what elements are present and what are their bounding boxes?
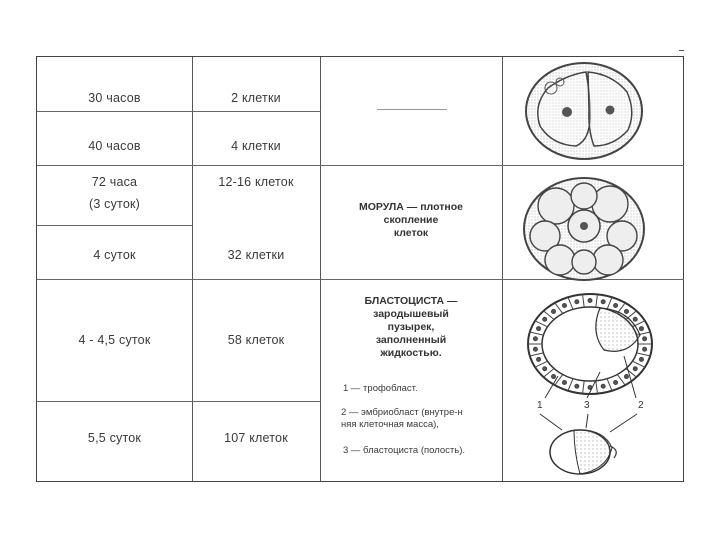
- blastocyst-line: БЛАСТОЦИСТА —: [364, 295, 458, 307]
- cell-nucleus: [533, 337, 537, 341]
- time-cell: 30 часов: [88, 91, 141, 105]
- cell-wall-divider: [530, 332, 544, 335]
- two-cell-embryo-image: [526, 63, 642, 159]
- cell-nucleus: [543, 317, 547, 321]
- cell-nucleus: [537, 327, 541, 331]
- blastocyst-line: жидкостью.: [380, 347, 442, 359]
- cell-nucleus: [639, 357, 643, 361]
- cell-wall-divider: [530, 353, 544, 356]
- legend-item-3: 3 — бластоциста (полость).: [343, 445, 466, 456]
- cell-wall-divider: [637, 353, 651, 356]
- figure-label-1: 1: [537, 400, 543, 411]
- cell-wall-divider: [607, 379, 612, 391]
- cell-wall-divider: [535, 321, 547, 327]
- figure-label-2: 2: [638, 400, 644, 411]
- cell-count: 32 клетки: [227, 248, 285, 262]
- cell-nucleus: [575, 300, 579, 304]
- cell-nucleus: [614, 381, 618, 385]
- blastocyst-line: зародышевый: [373, 308, 449, 320]
- cell-wall-divider: [596, 294, 598, 307]
- cell-nucleus: [633, 367, 637, 371]
- blastocyst-image: [528, 294, 652, 432]
- cell-nucleus: [537, 357, 541, 361]
- cell-nucleus: [601, 384, 605, 388]
- cell-nucleus: [543, 367, 547, 371]
- cell-nucleus: [639, 327, 643, 331]
- cell-wall-divider: [583, 294, 585, 307]
- cell-wall-divider: [583, 381, 585, 394]
- cell-nucleus: [614, 303, 618, 307]
- blastocyst-line: заполненный: [375, 334, 447, 346]
- time-cell: 5,5 суток: [87, 431, 142, 445]
- cell-nucleus: [624, 309, 628, 313]
- time-cell: 72 часа: [91, 175, 138, 189]
- time-cell-sub: (3 суток): [88, 197, 141, 211]
- cell-wall-divider: [568, 297, 573, 309]
- cell-nucleus: [533, 347, 537, 351]
- cell-nucleus: [643, 337, 647, 341]
- time-cell: 40 часов: [88, 139, 141, 153]
- cell-count: 2 клетки: [231, 91, 281, 105]
- cell-wall-divider: [633, 361, 645, 367]
- cell-wall-divider: [535, 361, 547, 367]
- cell-nucleus: [633, 317, 637, 321]
- cell-nucleus: [552, 309, 556, 313]
- cell-nucleus: [575, 384, 579, 388]
- cell-wall-divider: [607, 297, 612, 309]
- inner-cell-mass-image: [550, 430, 616, 474]
- cell-count: 58 клеток: [227, 333, 285, 347]
- cell-nucleus: [552, 375, 556, 379]
- figure-label-3: 3: [584, 400, 590, 411]
- legend-line: няя клеточная масса),: [341, 419, 439, 430]
- cell-wall-divider: [596, 381, 598, 394]
- cell-nucleus: [588, 299, 592, 303]
- morula-line: клеток: [393, 227, 429, 239]
- cell-nucleus: [601, 300, 605, 304]
- cell-count: 107 клеток: [224, 431, 288, 445]
- morula-image: [524, 178, 644, 280]
- time-cell: 4 - 4,5 суток: [78, 333, 151, 347]
- cell-nucleus: [562, 381, 566, 385]
- legend-item-1: 1 — трофобласт.: [343, 383, 418, 394]
- cell-nucleus: [643, 347, 647, 351]
- time-cell: 4 суток: [93, 248, 136, 262]
- cell-count: 12-16 клеток: [218, 175, 294, 189]
- cell-nucleus: [624, 375, 628, 379]
- blastocyst-line: пузырек,: [387, 321, 435, 333]
- cell-count: 4 клетки: [231, 139, 281, 153]
- legend-line: 2 — эмбриобласт (внутре-н: [341, 407, 463, 418]
- morula-line: скопление: [383, 214, 439, 226]
- cell-wall-divider: [568, 379, 573, 391]
- cell-nucleus: [562, 303, 566, 307]
- morula-line: МОРУЛА — плотное: [359, 201, 463, 213]
